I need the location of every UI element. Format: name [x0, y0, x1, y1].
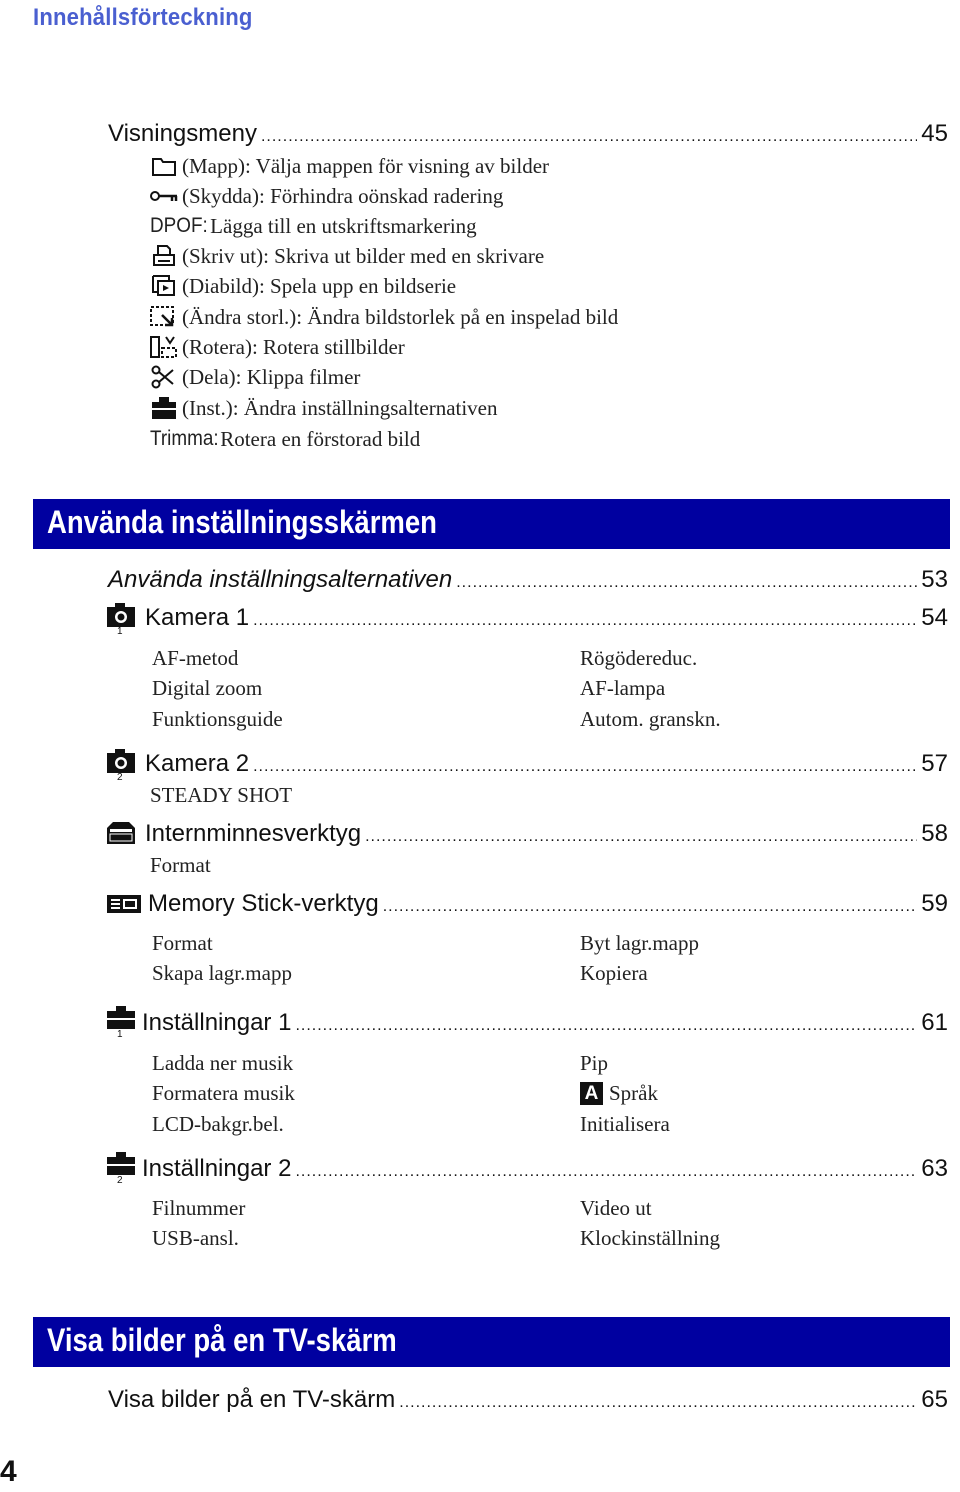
menu-item-rotera: (Rotera): Rotera stillbilder [150, 332, 405, 362]
sub-item: USB-ansl. [152, 1226, 239, 1250]
sub-item: Rögödereduc. [580, 646, 698, 670]
folder-icon [150, 153, 178, 179]
toolbox-icon [150, 395, 178, 421]
settings-badge: 2 [117, 1175, 123, 1186]
sub-item: Video ut [580, 1196, 652, 1220]
sub-item: Initialisera [580, 1112, 670, 1136]
sub-item: Kopiera [580, 961, 648, 985]
menu-item-skydda: (Skydda): Förhindra oönskad radering [150, 181, 503, 211]
toc-leader-dots [253, 612, 917, 630]
sub-item: STEADY SHOT [150, 783, 293, 807]
toc-page-number: 63 [921, 1155, 948, 1182]
toc-entry-memory-stick-verktyg[interactable] [148, 890, 948, 918]
toc-label: Visningsmeny [108, 120, 257, 147]
menu-item-mapp: (Mapp): Välja mappen för visning av bilder [150, 151, 549, 181]
toc-label: Inställningar 1 [142, 1009, 292, 1036]
toc-leader-dots [253, 758, 917, 776]
print-icon [150, 243, 178, 269]
sub-item: Ladda ner musik [152, 1051, 294, 1075]
sub-item: Funktionsguide [152, 707, 283, 731]
toc-entry-installningar-1[interactable] [142, 1009, 948, 1037]
toc-leader-dots [295, 1163, 917, 1181]
toc-label: Inställningar 2 [142, 1155, 292, 1182]
sub-item: AF-lampa [580, 676, 666, 700]
toc-entry-visa-bilder-tv[interactable] [108, 1386, 948, 1414]
camera-2-icon [106, 748, 136, 782]
menu-item-trimma: Trimma: Rotera en förstorad bild [150, 426, 421, 451]
sub-item-sprak: A Språk [580, 1081, 658, 1106]
toc-label: Memory Stick-verktyg [148, 890, 379, 917]
toc-leader-dots [261, 128, 917, 146]
page-header-title: Innehållsförteckning [33, 4, 253, 31]
scissors-icon [150, 364, 178, 390]
toc-entry-installningsalternativen[interactable] [108, 566, 948, 594]
sub-item: LCD-bakgr.bel. [152, 1112, 284, 1136]
toc-label: Visa bilder på en TV-skärm [108, 1386, 396, 1413]
toc-label: Kamera 2 [145, 750, 250, 777]
toc-label: Kamera 1 [145, 604, 250, 631]
sub-item: Byt lagr.mapp [580, 931, 699, 955]
toc-entry-kamera-2[interactable] [145, 750, 948, 778]
toc-page-number: 61 [921, 1009, 948, 1036]
sub-item: Format [150, 853, 211, 877]
toc-leader-dots [399, 1394, 917, 1412]
camera-badge: 2 [117, 772, 123, 783]
settings-badge: 1 [117, 1029, 123, 1040]
toc-page-number: 59 [921, 890, 948, 917]
toc-label: Internminnesverktyg [145, 820, 362, 847]
toc-page-number: 65 [921, 1386, 948, 1413]
sub-item: Klockinställning [580, 1226, 720, 1250]
dpof-label: DPOF: [150, 214, 208, 237]
menu-item-andra-storl: (Ändra storl.): Ändra bildstorlek på en inspelad bild [150, 302, 618, 332]
resize-icon [150, 304, 178, 330]
menu-item-diabild: (Diabild): Spela upp en bildserie [150, 271, 456, 301]
menu-item-skriv-ut: (Skriv ut): Skriva ut bilder med en skrivare [150, 241, 544, 271]
toc-label: Använda inställningsalternativen [108, 566, 453, 593]
sub-item: Format [152, 931, 213, 955]
toc-entry-kamera-1[interactable] [145, 604, 948, 632]
menu-item-inst: (Inst.): Ändra inställningsalternativen [150, 393, 498, 423]
language-icon: A [580, 1082, 603, 1105]
memory-stick-icon [106, 892, 142, 926]
rotate-icon [150, 334, 178, 360]
menu-item-dela: (Dela): Klippa filmer [150, 362, 360, 392]
key-icon [150, 183, 178, 209]
toc-page-number: 57 [921, 750, 948, 777]
toc-page-number: 53 [921, 566, 948, 593]
trimma-label: Trimma: [150, 427, 219, 450]
internal-memory-icon [106, 820, 136, 854]
settings-2-icon [106, 1151, 136, 1185]
toc-leader-dots [383, 898, 918, 916]
toc-leader-dots [456, 574, 917, 592]
section-heading-installningsskarmen: Använda inställningsskärmen [33, 499, 950, 549]
menu-item-dpof: DPOF: Lägga till en utskriftsmarkering [150, 213, 477, 238]
sub-item: Digital zoom [152, 676, 263, 700]
section-heading-tv-skarm: Visa bilder på en TV-skärm [33, 1317, 950, 1367]
sub-item: Autom. granskn. [580, 707, 721, 731]
settings-1-icon [106, 1005, 136, 1039]
toc-entry-visningsmeny[interactable] [108, 120, 948, 148]
toc-page-number: 45 [921, 120, 948, 147]
sub-item: Formatera musik [152, 1081, 295, 1105]
toc-leader-dots [295, 1017, 917, 1035]
camera-badge: 1 [117, 626, 123, 637]
toc-entry-installningar-2[interactable] [142, 1155, 948, 1183]
toc-page-number: 54 [921, 604, 948, 631]
toc-entry-internminnesverktyg[interactable] [145, 820, 948, 848]
sub-item: Skapa lagr.mapp [152, 961, 292, 985]
page-number: 4 [0, 1455, 17, 1488]
sub-item: Filnummer [152, 1196, 246, 1220]
sub-item: Pip [580, 1051, 609, 1075]
sub-item: AF-metod [152, 646, 239, 670]
slideshow-icon [150, 273, 178, 299]
toc-leader-dots [365, 828, 917, 846]
toc-page-number: 58 [921, 820, 948, 847]
camera-1-icon [106, 602, 136, 636]
